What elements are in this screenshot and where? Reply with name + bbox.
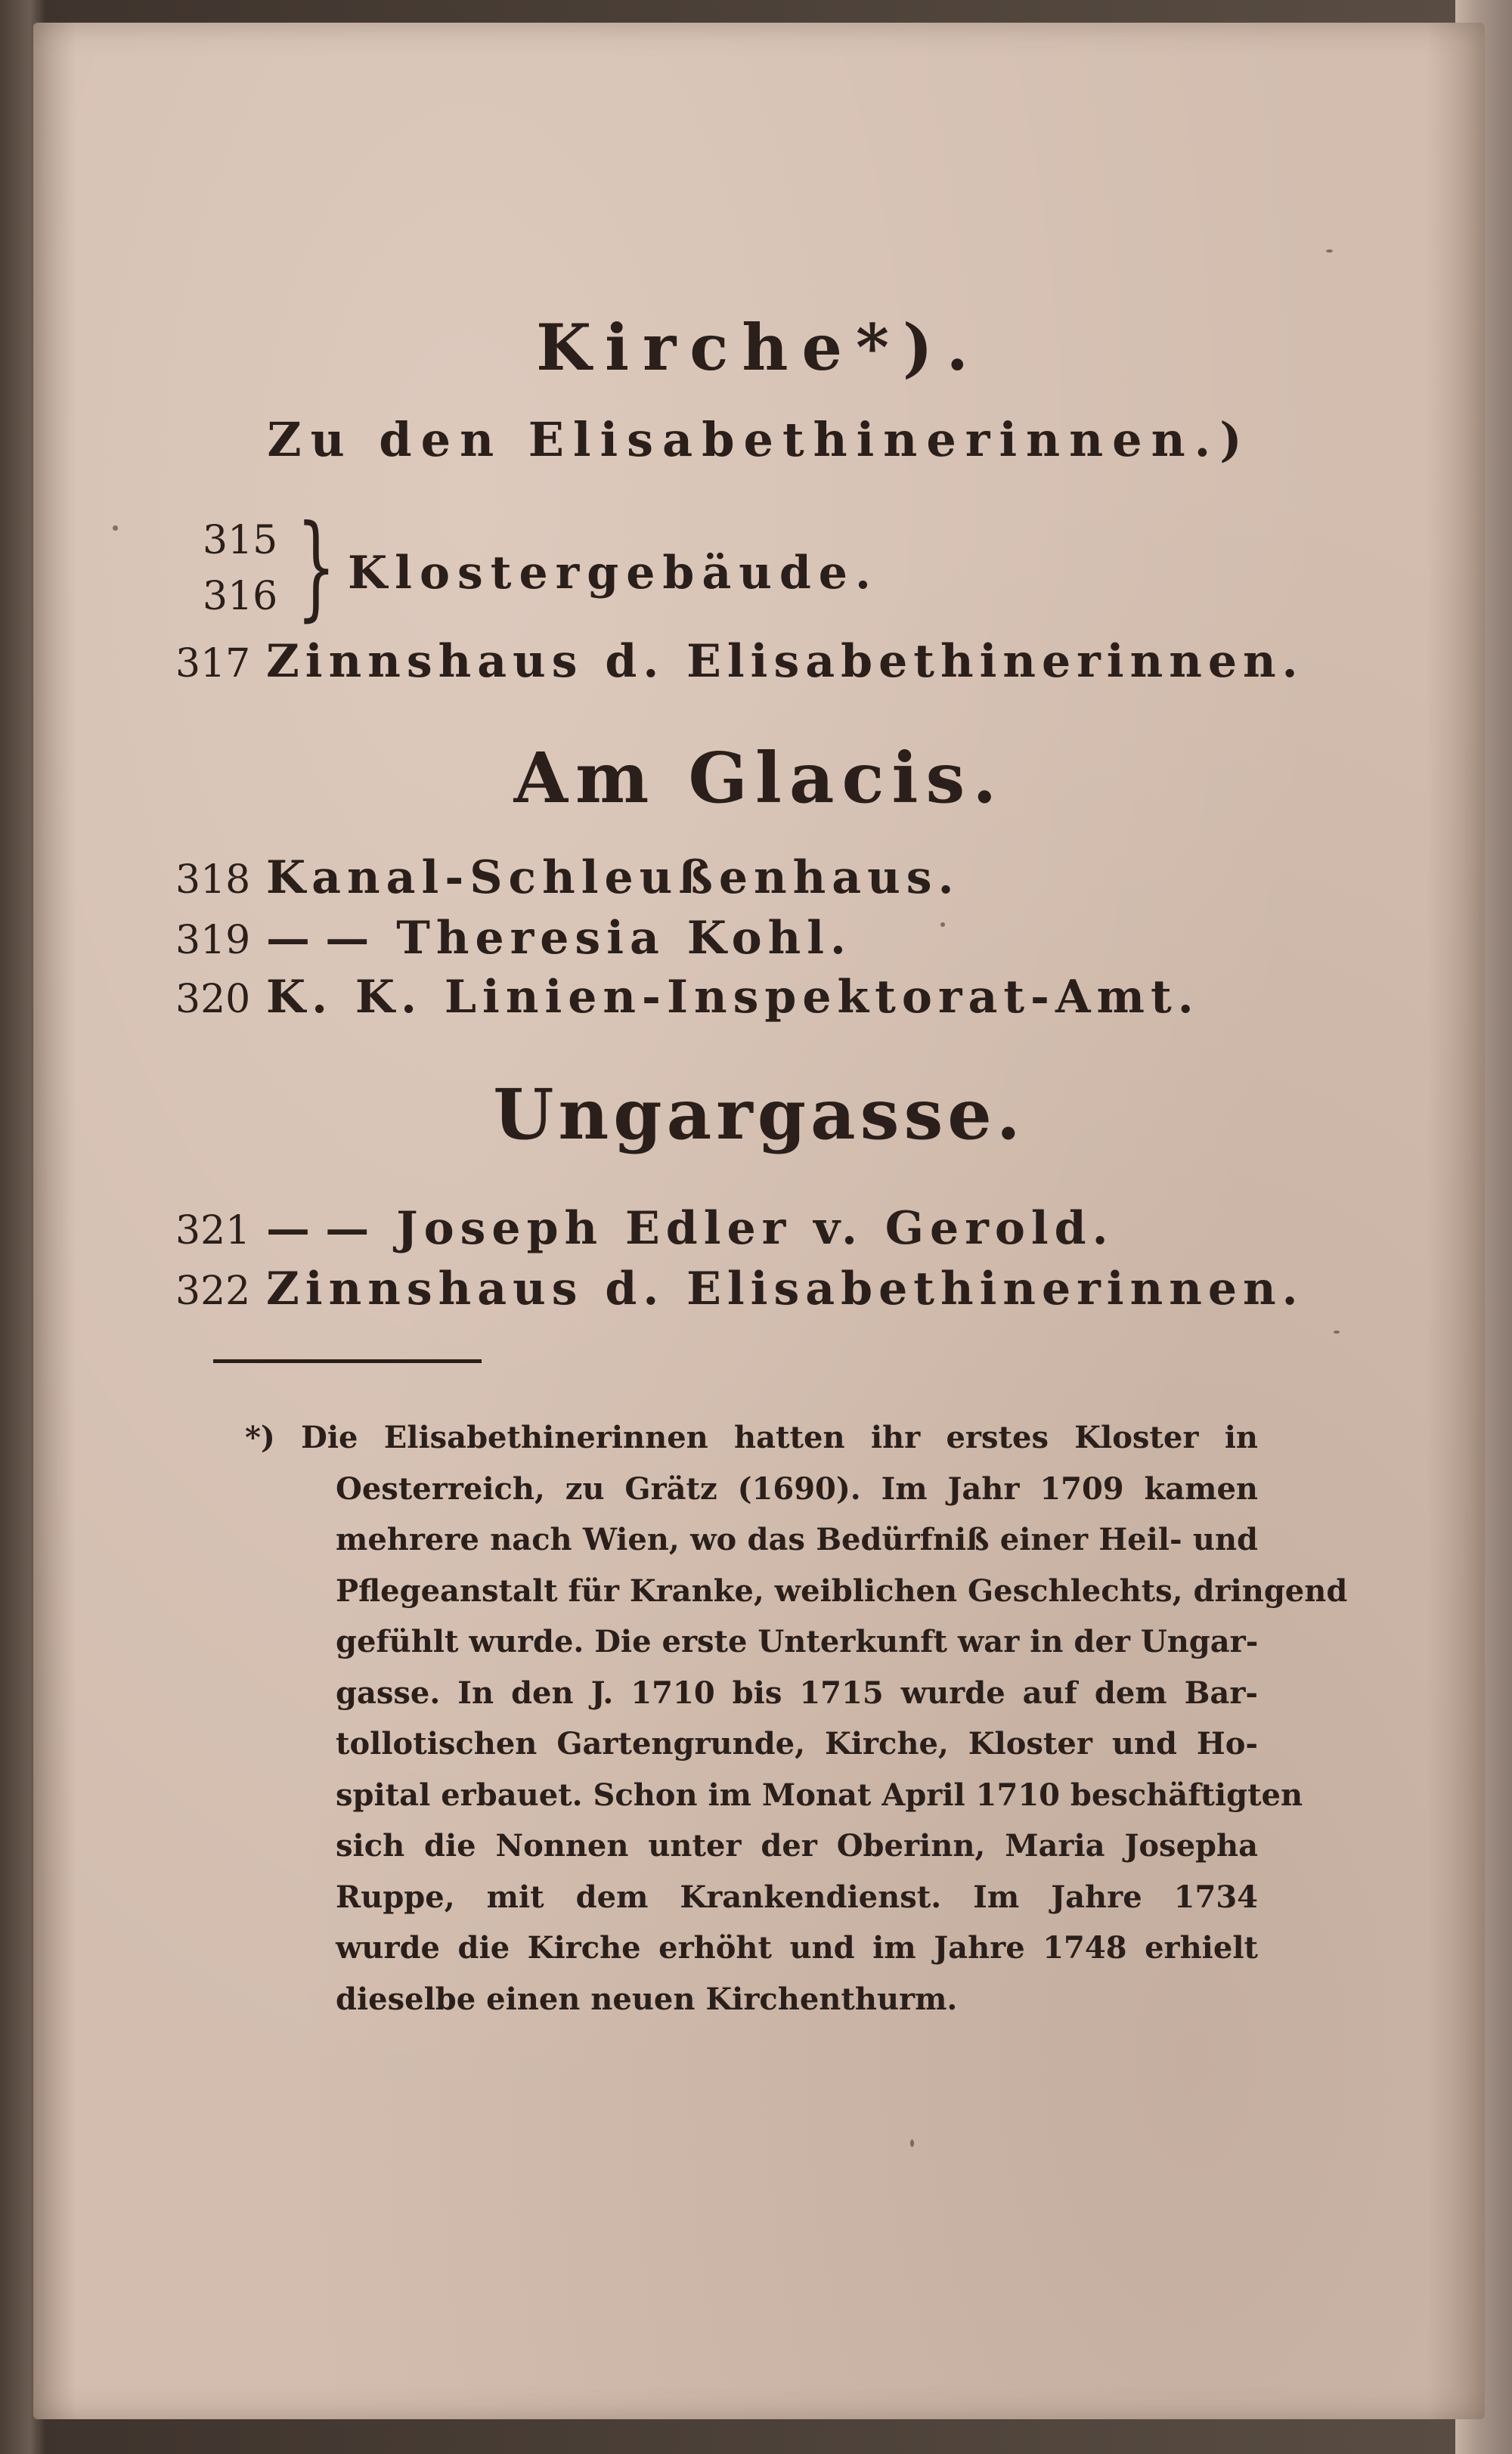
entry-group-315-316 — [175, 501, 1309, 633]
entry-number: 322 — [175, 1269, 251, 1314]
footnote — [245, 1412, 1348, 2025]
entry-row — [175, 1263, 1304, 1320]
section-title-glacis: Am Glacis. — [513, 737, 1005, 819]
entry-text: Theresia Kohl. — [396, 912, 852, 965]
entry-number: 320 — [175, 977, 251, 1022]
footnote-line: sich die Nonnen unter der Oberinn, Maria Josepha — [336, 1828, 1258, 1864]
page-subheading: Zu den Elisabethinerinnen.) — [267, 412, 1251, 467]
footnote-line: spital erbauet. Schon im Monat April 1710 beschäftigten — [336, 1777, 1303, 1813]
book-page — [33, 23, 1485, 2419]
paper-speck — [1334, 1331, 1340, 1334]
footnote-line: dieselbe einen neuen Kirchenthurm. — [336, 1981, 958, 2017]
footnote-line: Oesterreich, zu Grätz (1690). Im Jahr 1709 kamen — [336, 1470, 1258, 1507]
footnote-line: Pflegeanstalt für Kranke, weiblichen Geschlechts, dringend — [336, 1572, 1348, 1609]
paper-speck — [1326, 249, 1333, 253]
footnote-line: tollotischen Gartengrunde, Kirche, Kloster und Ho- — [336, 1726, 1258, 1761]
entry-row — [175, 1202, 1114, 1260]
footnote-line: mehrere nach Wien, wo das Bedürfniß einer Heil- und — [336, 1522, 1258, 1557]
entry-number: 321 — [175, 1208, 251, 1253]
page-heading: Kirche*). — [536, 310, 982, 385]
footnote-line: gefühlt wurde. Die erste Unterkunft war in der Ungar- — [336, 1624, 1259, 1659]
entry-number: 318 — [175, 857, 251, 903]
entry-number: 319 — [175, 918, 251, 963]
footnote-line: wurde die Kirche erhöht und im Jahre 1748 erhielt — [336, 1930, 1258, 1966]
entry-text: Zinnshaus d. Elisabethinerinnen. — [266, 1263, 1304, 1315]
entry-number: 317 — [175, 641, 251, 686]
entry-row — [175, 851, 959, 909]
entry-text: Zinnshaus d. Elisabethinerinnen. — [266, 635, 1304, 688]
paper-speck — [910, 2140, 914, 2147]
entry-number: 315 — [203, 518, 278, 563]
brace-icon: } — [296, 501, 336, 633]
entry-text: Kanal-Schleußenhaus. — [266, 851, 960, 904]
footnote-rule — [213, 1359, 482, 1363]
entry-text: Joseph Edler v. Gerold. — [396, 1202, 1114, 1255]
entry-row — [175, 635, 1304, 693]
footnote-line: Ruppe, mit dem Krankendienst. Im Jahre 1734 — [336, 1879, 1258, 1915]
entry-row — [175, 971, 1200, 1028]
entry-text: Klostergebäude. — [348, 547, 878, 600]
entry-text: K. K. Linien-Inspektorat-Amt. — [266, 971, 1200, 1024]
section-title-ungargasse: Ungargasse. — [493, 1074, 1025, 1155]
paper-speck — [940, 922, 945, 927]
ditto-dash: — — — [266, 1203, 370, 1254]
entry-number: 316 — [203, 574, 278, 619]
ditto-dash: — — — [266, 913, 370, 964]
footnote-line: gasse. In den J. 1710 bis 1715 wurde auf dem Bar- — [336, 1675, 1258, 1711]
footnote-line: *) Die Elisabethinerinnen hatten ihr erstes Kloster in — [245, 1420, 1258, 1455]
paper-speck — [113, 525, 118, 531]
entry-row — [175, 912, 852, 969]
